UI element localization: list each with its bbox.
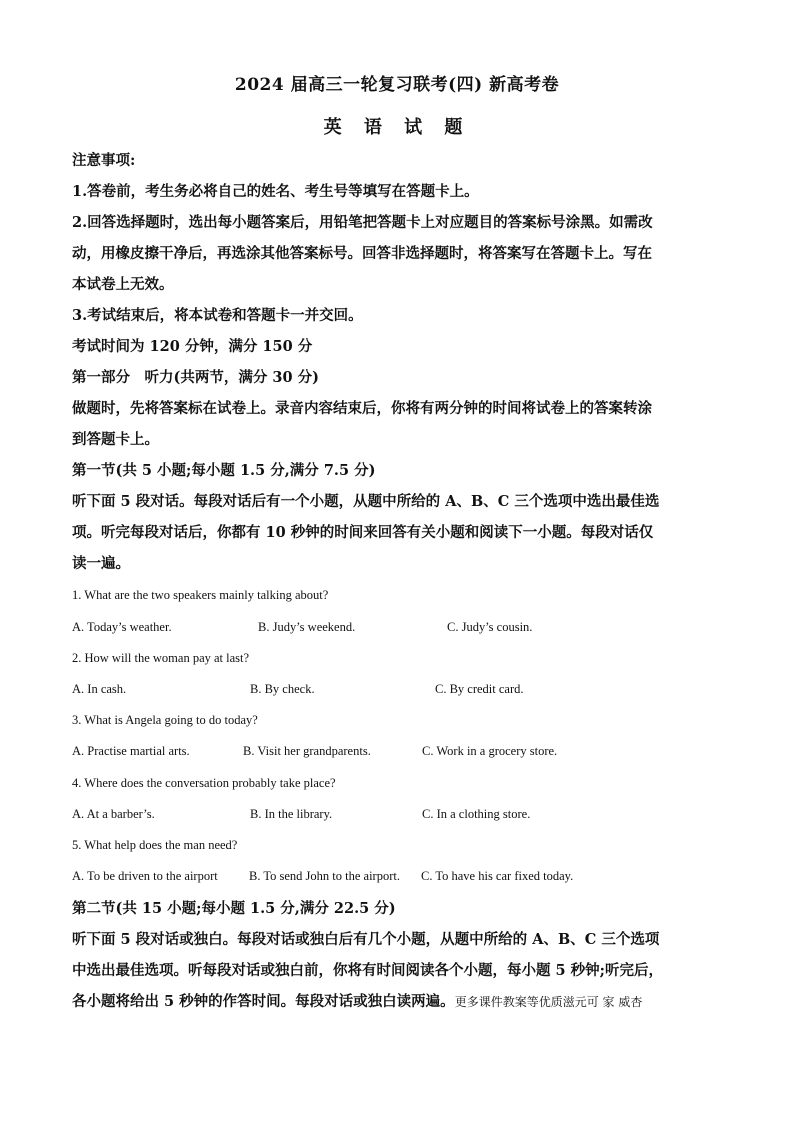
question-2: 2. How will the woman pay at last? [72,651,250,665]
section2-instruction-line-2: 中选出最佳选项。听每段对话或独白前，你将有时间阅读各个小题，每小题 5 秒钟;听完后， [72,962,664,979]
part1-intro-line-1: 做题时，先将答案标在试卷上。录音内容结束后，你将有两分钟的时间将试卷上的答案转涂 [72,400,652,417]
question-5-option-a: A. To be driven to the airport [72,869,218,883]
question-4: 4. Where does the conversation probably take place? [72,776,336,790]
notice-item-2-line-2: 动，用橡皮擦干净后，再选涂其他答案标号。回答非选择题时，将答案写在答题卡上。写在 [72,245,652,262]
section1-instruction-line-3: 读一遍。 [72,555,130,572]
question-5: 5. What help does the man need? [72,838,238,852]
question-2-option-a: A. In cash. [72,682,127,696]
question-1-option-b: B. Judy’s weekend. [258,620,356,634]
exam-subtitle: 英 语 试 题 [323,117,471,138]
section2-instruction-text: 各小题将给出 5 秒钟的作答时间。每段对话或独白读两遍。 [72,993,455,1010]
exam-time: 考试时间为 120 分钟，满分 150 分 [72,338,313,355]
section1-instruction-line-1: 听下面 5 段对话。每段对话后有一个小题，从题中所给的 A、B、C 三个选项中选出最佳选 [72,493,660,510]
question-3-option-a: A. Practise martial arts. [72,744,190,758]
notice-item-2-line-3: 本试卷上无效。 [72,276,174,293]
notice-item-2-line-1: 2.回答选择题时，选出每小题答案后，用铅笔把答题卡上对应题目的答案标号涂黑。如需改 [72,214,653,231]
part1-heading: 第一部分 听力(共两节，满分 30 分) [72,369,319,386]
question-3: 3. What is Angela going to do today? [72,713,258,727]
question-3-option-b: B. Visit her grandparents. [243,744,371,758]
section2-heading: 第二节(共 15 小题;每小题 1.5 分,满分 22.5 分) [72,900,396,917]
question-1-option-c: C. Judy’s cousin. [447,620,533,634]
question-5-option-c: C. To have his car fixed today. [421,869,574,883]
question-1: 1. What are the two speakers mainly talking about? [72,588,329,602]
exam-title: 2024 届高三一轮复习联考(四) 新高考卷 [234,75,560,95]
section2-instruction-line-1: 听下面 5 段对话或独白。每段对话或独白后有几个小题，从题中所给的 A、B、C 三个选项 [72,931,660,948]
question-4-option-a: A. At a barber’s. [72,807,155,821]
question-5-option-b: B. To send John to the airport. [249,869,400,883]
notice-item-3: 3.考试结束后，将本试卷和答题卡一并交回。 [72,307,363,324]
question-3-option-c: C. Work in a grocery store. [422,744,558,758]
watermark-text: 更多课件教案等优质滋元可 家 威杏 [454,995,643,1009]
question-4-option-c: C. In a clothing store. [422,807,531,821]
question-4-option-b: B. In the library. [250,807,333,821]
section1-heading: 第一节(共 5 小题;每小题 1.5 分,满分 7.5 分) [72,462,376,479]
question-2-option-b: B. By check. [250,682,315,696]
notice-item-1: 1.答卷前，考生务必将自己的姓名、考生号等填写在答题卡上。 [72,183,479,200]
section1-instruction-line-2: 项。听完每段对话后，你都有 10 秒钟的时间来回答有关小题和阅读下一小题。每段对话仅 [72,524,654,541]
notice-heading: 注意事项: [72,152,136,169]
question-1-option-a: A. Today’s weather. [72,620,172,634]
section2-instruction-line-3 [72,986,722,1018]
question-2-option-c: C. By credit card. [435,682,524,696]
part1-intro-line-2: 到答题卡上。 [72,431,159,448]
